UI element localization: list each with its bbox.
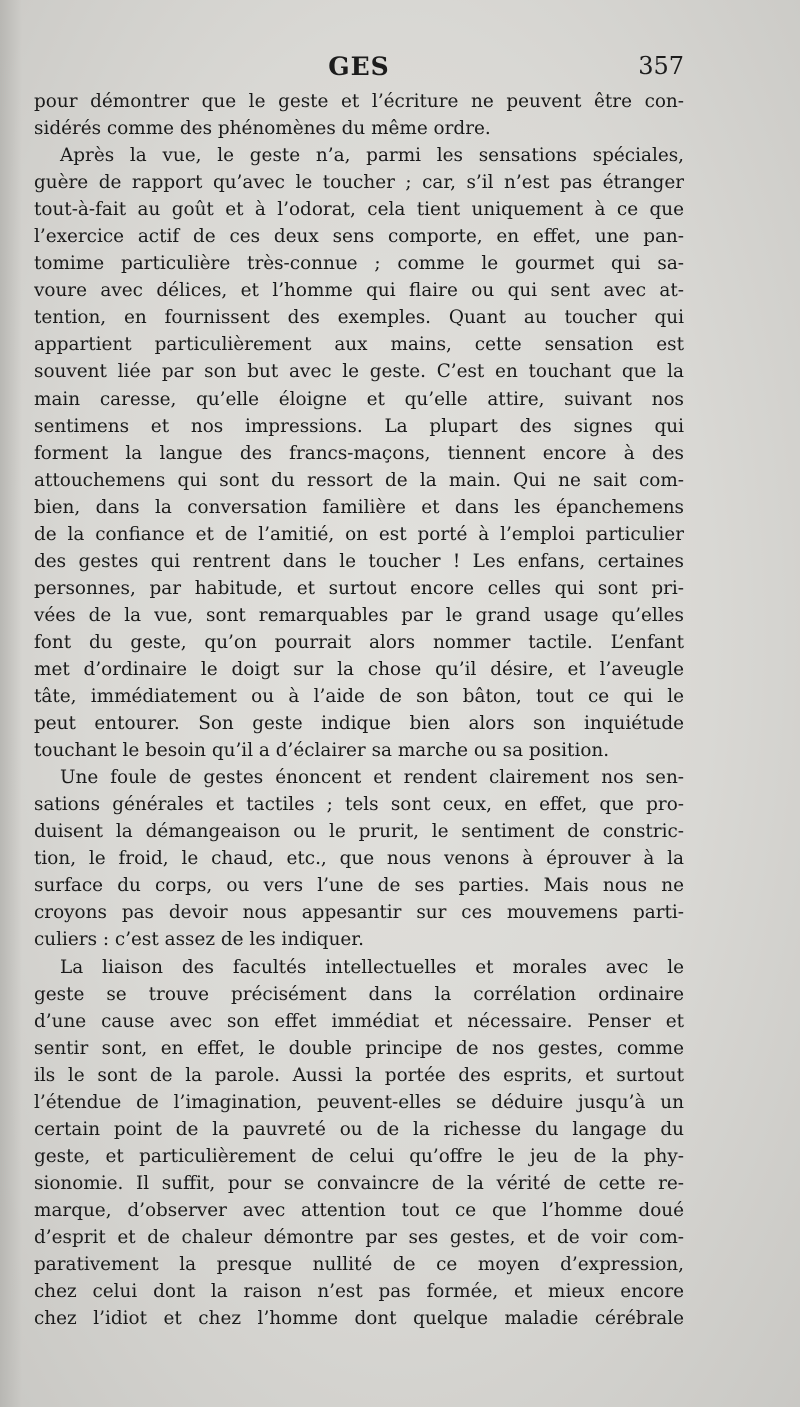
text-line: vées de la vue, sont remarquables par le grand usage qu’elles (34, 604, 684, 626)
text-line: tion, le froid, le chaud, etc., que nous venons à éprouver à la (34, 848, 684, 870)
text-line: tout-à-fait au goût et à l’odorat, cela tient uniquement à ce que (34, 199, 684, 221)
text-line: culiers : c’est assez de les indiquer. (34, 929, 364, 951)
text-line: met d’ordinaire le doigt sur la chose qu’il désire, et l’aveugle (34, 658, 684, 680)
text-line: geste se trouve précisément dans la corrélation ordinaire (34, 983, 684, 1005)
text-line: l’exercice actif de ces deux sens comporte, en effet, une pan- (34, 226, 684, 248)
text-line: tomime particulière très-connue ; comme le gourmet qui sa- (34, 253, 684, 275)
text-line: Après la vue, le geste n’a, parmi les sensations spéciales, (60, 145, 684, 167)
text-line: certain point de la pauvreté ou de la richesse du langage du (34, 1118, 684, 1140)
text-line: geste, et particulièrement de celui qu’offre le jeu de la phy- (34, 1145, 684, 1167)
text-line: ils le sont de la parole. Aussi la portée des esprits, et surtout (34, 1064, 684, 1086)
text-line: pour démontrer que le geste et l’écriture ne peuvent être con- (34, 91, 684, 112)
text-line: La liaison des facultés intellectuelles et morales avec le (60, 956, 684, 978)
text-line: peut entourer. Son geste indique bien alors son inquiétude (34, 713, 684, 735)
body-text (34, 88, 684, 1332)
bottom-margin (0, 1290, 800, 1407)
text-line: Une foule de gestes énoncent et rendent clairement nos sen- (60, 767, 684, 789)
text-line: des gestes qui rentrent dans le toucher ! Les enfans, certaines (34, 550, 684, 572)
text-line: attouchemens qui sont du ressort de la main. Qui ne sait com- (34, 469, 684, 491)
text-line: tention, en fournissent des exemples. Quant au toucher qui (34, 307, 684, 329)
page-header (34, 52, 684, 86)
page-number: 357 (638, 52, 684, 80)
text-line: appartient particulièrement aux mains, cette sensation est (34, 334, 684, 356)
text-line: guère de rapport qu’avec le toucher ; car, s’il n’est pas étranger (34, 172, 684, 194)
text-line: de la confiance et de l’amitié, on est porté à l’emploi particulier (34, 523, 684, 545)
text-line: marque, d’observer avec attention tout ce que l’homme doué (34, 1199, 684, 1221)
text-line: personnes, par habitude, et surtout encore celles qui sont pri- (34, 577, 684, 599)
text-line: d’esprit et de chaleur démontre par ses gestes, et de voir com- (34, 1226, 684, 1248)
text-line: duisent la démangeaison ou le prurit, le sentiment de constric- (34, 821, 684, 843)
text-line: sentimens et nos impressions. La plupart des signes qui (34, 415, 684, 437)
running-head: GES (328, 52, 390, 81)
text-line: chez celui dont la raison n’est pas formée, et mieux encore (34, 1281, 684, 1303)
gutter-shadow (0, 0, 22, 1407)
text-line: forment la langue des francs-maçons, tiennent encore à des (34, 442, 684, 464)
text-line: d’une cause avec son effet immédiat et nécessaire. Penser et (34, 1010, 684, 1032)
text-line: sentir sont, en effet, le double principe de nos gestes, comme (34, 1037, 684, 1059)
text-line: surface du corps, ou vers l’une de ses parties. Mais nous ne (34, 875, 684, 897)
text-line: souvent liée par son but avec le geste. C’est en touchant que la (34, 361, 684, 383)
text-line: parativement la presque nullité de ce moyen d’expression, (34, 1254, 684, 1276)
text-line: main caresse, qu’elle éloigne et qu’elle attire, suivant nos (34, 388, 684, 410)
text-line: voure avec délices, et l’homme qui flaire ou qui sent avec at- (34, 280, 684, 302)
text-line: tâte, immédiatement ou à l’aide de son bâton, tout ce qui le (34, 686, 684, 708)
text-line: l’étendue de l’imagination, peuvent-elles se déduire jusqu’à un (34, 1091, 684, 1113)
text-line: sations générales et tactiles ; tels sont ceux, en effet, que pro- (34, 794, 684, 816)
text-line: chez l’idiot et chez l’homme dont quelque maladie cérébrale (34, 1308, 684, 1330)
text-line: sionomie. Il suffit, pour se convaincre de la vérité de cette re- (34, 1172, 684, 1194)
text-line: sidérés comme des phénomènes du même ordre. (34, 118, 491, 140)
text-line: touchant le besoin qu’il a d’éclairer sa marche ou sa position. (34, 740, 610, 762)
text-line: croyons pas devoir nous appesantir sur ces mouvemens parti- (34, 902, 684, 924)
text-line: font du geste, qu’on pourrait alors nommer tactile. L’enfant (34, 631, 684, 653)
text-line: bien, dans la conversation familière et dans les épanchemens (34, 496, 684, 518)
